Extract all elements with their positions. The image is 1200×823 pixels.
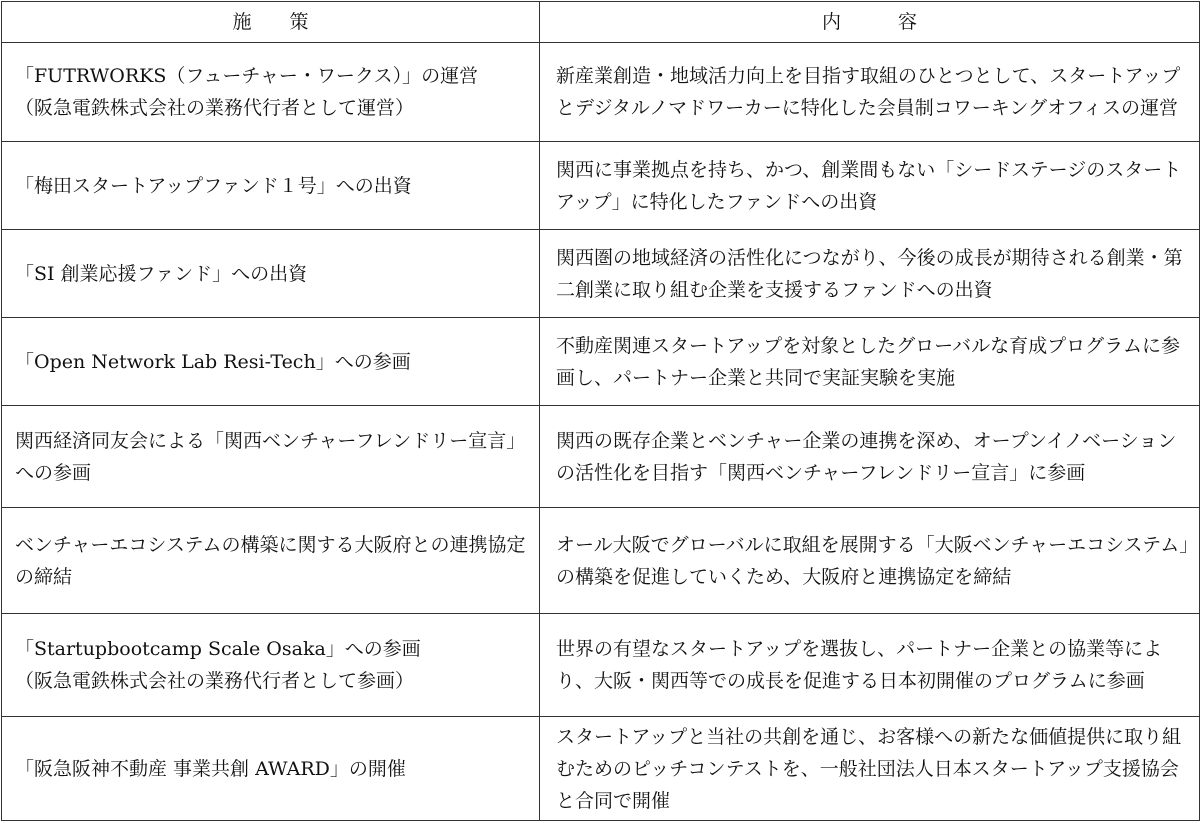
table-row bbox=[2, 406, 1200, 508]
table-row bbox=[2, 230, 1200, 318]
table-row bbox=[2, 614, 1200, 717]
content-cell: 世界の有望なスタートアップを選抜し、パートナー企業との協業等により、大阪・関西等での成長を促進する日本初開催のプログラムに参画 bbox=[540, 614, 1200, 717]
measure-cell: ベンチャーエコシステムの構築に関する大阪府との連携協定の締結 bbox=[2, 508, 540, 614]
measure-cell: 「FUTRWORKS（フューチャー・ワークス）」の運営 （阪急電鉄株式会社の業務代行者として運営） bbox=[2, 43, 540, 142]
content-cell: オール大阪でグローバルに取組を展開する「大阪ベンチャーエコシステム」の構築を促進していくため、大阪府と連携協定を締結 bbox=[540, 508, 1200, 614]
content-cell: 不動産関連スタートアップを対象としたグローバルな育成プログラムに参画し、パートナー企業と共同で実証実験を実施 bbox=[540, 318, 1200, 406]
measures-table bbox=[1, 1, 1200, 821]
measure-cell: 「阪急阪神不動産 事業共創 AWARD」の開催 bbox=[2, 717, 540, 821]
content-cell: スタートアップと当社の共創を通じ、お客様への新たな価値提供に取り組むためのピッチコンテストを、一般社団法人日本スタートアップ支援協会と合同で開催 bbox=[540, 717, 1200, 821]
table-row bbox=[2, 43, 1200, 142]
measure-cell: 「Startupbootcamp Scale Osaka」への参画 （阪急電鉄株式会社の業務代行者として参画） bbox=[2, 614, 540, 717]
measure-cell: 「梅田スタートアップファンド１号」への出資 bbox=[2, 142, 540, 230]
header-measures: 施 策 bbox=[2, 2, 540, 43]
measure-cell: 「Open Network Lab Resi-Tech」への参画 bbox=[2, 318, 540, 406]
header-content: 内 容 bbox=[540, 2, 1200, 43]
content-cell: 関西に事業拠点を持ち、かつ、創業間もない「シードステージのスタートアップ」に特化したファンドへの出資 bbox=[540, 142, 1200, 230]
table-header-row bbox=[2, 2, 1200, 43]
measure-cell: 関西経済同友会による「関西ベンチャーフレンドリー宣言」への参画 bbox=[2, 406, 540, 508]
table-row bbox=[2, 318, 1200, 406]
content-cell: 関西圏の地域経済の活性化につながり、今後の成長が期待される創業・第二創業に取り組む企業を支援するファンドへの出資 bbox=[540, 230, 1200, 318]
table-row bbox=[2, 142, 1200, 230]
table-row bbox=[2, 717, 1200, 821]
content-cell: 関西の既存企業とベンチャー企業の連携を深め、オープンイノベーションの活性化を目指す「関西ベンチャーフレンドリー宣言」に参画 bbox=[540, 406, 1200, 508]
measure-cell: 「SI 創業応援ファンド」への出資 bbox=[2, 230, 540, 318]
table-row bbox=[2, 508, 1200, 614]
content-cell: 新産業創造・地域活力向上を目指す取組のひとつとして、スタートアップとデジタルノマドワーカーに特化した会員制コワーキングオフィスの運営 bbox=[540, 43, 1200, 142]
